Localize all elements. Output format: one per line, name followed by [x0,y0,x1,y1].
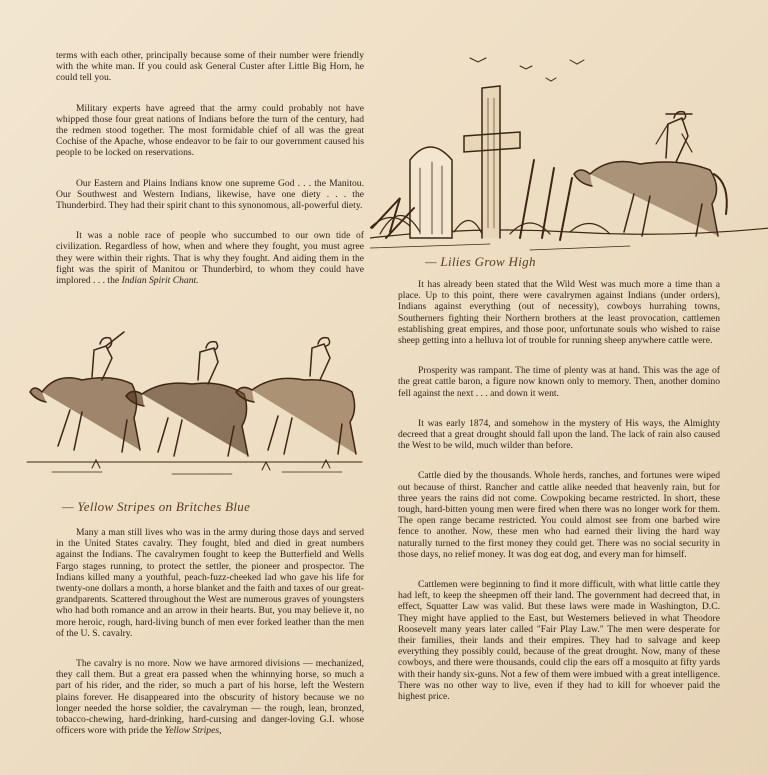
paragraph: Cattle died by the thousands. Whole herds, ranches, and fortunes were wiped out because of thirst. Rancher and cattle alike needed that heavenly rain, but for three years the rains did not come. Cowpoking became restricted. In short, these tough, hard-bitten young men were fired when there was no longer work for them. The open range became restricted. You could almost see from one barbed wire fence to another. Now, these men who had earned their living the hard way naturally turned to the first money they could get. There was no social security in those days, no relief money. It was dog eat dog, and every man for himself. [398,470,720,560]
section-heading-yellow-stripes: — Yellow Stripes on Britches Blue [62,499,251,514]
paragraph-text: It was a noble race of people who succumbed to our own tide of civilization. Regardless of how, when and where they fought, you must agree they were within their rights. That is why they fought. And aiding them in the fight was the spirit of Manitou or Thunderbird, to whom they could have implored . . . the [56,230,364,287]
paragraph: It was early 1874, and somehow in the mystery of His ways, the Almighty decreed that a great drought should fall upon the land. The lack of rain also caused the West to be wild, much wilder than before. [398,417,720,452]
section-heading-lilies-grow-high: — Lilies Grow High [425,254,536,269]
paragraph: Cattlemen were beginning to find it more difficult, with what little cattle they had left, to keep the sheepmen off their land. The government had decreed that, in effect, Squatter Law was valid. But these laws were made in Washington, D.C. They might have applied to the East, but Westerners believed in what Theodore Roosevelt many years later called "Fair Play Law." The men were desperate for their families, their lands and their empires. They had to salvage and keep everything they possibly could, because of the great drought. Now, many of these cowboys, and there were thousands, could clip the ears off a mosquito at fifty yards with their handy six-guns. Not a few of them were imbued with a great intelligence. There was no other way to live, even if they had to kill for whoever paid the highest price. [398,579,720,703]
paragraph: Our Eastern and Plains Indians know one supreme God . . . the Manitou. Our Southwest and Western Indians, likewise, have one diety . . . the Thunderbird. They had their spirit chant to this synonomous, all-powerful diety. [56,177,364,212]
emphasis-text: Yellow Stripes, [164,725,222,737]
paragraph: Prosperity was rampant. The time of plenty was at hand. This was the age of the great cattle baron, a figure now known only to memory. Then, another domino fell against the next . . . and down it went. [398,365,720,399]
left-column-top [56,50,364,305]
cavalry-illustration [22,322,367,490]
paragraph [56,230,364,286]
paragraph: Military experts have agreed that the army could probably not have whipped those four great nations of Indians before the turn of the century, had the redmen stood together. The most formidable chief of all was the great Cochise of the Apache, whose endeavor to be fair to our government caused his people to be locked on reservations. [56,102,364,159]
left-column-bottom [56,527,364,755]
paragraph: Many a man still lives who was in the army during those days and served in the United States cavalry. They fought, bled and died in great numbers against the Indians. The cavalrymen fought to keep the Butterfield and Wells Fargo stages running, to protect the settler, the pioneer and prospector. The Indians killed many a youthful, peach-fuzz-cheeked lad who gave his life for twenty-one dollars a month, a horse blanket and the faith and taxes of our great-grandparents. Scattered throughout the West are numerous graves of youngsters who had both romance and an arrow in their hearts. But, you may believe it, no more heroic, rough, hard-living bunch of men ever forked leather than the men of the U. S. cavalry. [56,527,364,639]
paragraph: It has already been stated that the Wild West was much more a time than a place. Up to this point, there were cavalrymen against Indians (under orders), Indians against everything (out of necessity), cowboys hurrahing towns, Southerners fighting their Northern brothers at the least provocation, cattlemen establishing great empires, and those poor, unfortunate souls who wished to raise sheep getting into a helluva lot of trouble for running sheep anywhere cattle were. [398,279,720,347]
paragraph: terms with each other, principally because some of their number were friendly with the white man. If you could ask General Custer after Little Big Horn, he could tell you. [56,50,364,84]
right-column [398,279,720,721]
paragraph [56,658,364,736]
graveyard-rider-illustration [370,48,768,258]
paragraph-text: The cavalry is no more. Now we have armored divisions — mechanized, they call them. But a great era passed when the whinnying horse, so much a part of his rider, and the rider, so much a part of his horse, left the Western plains forever. He disappeared into the obscurity of history because we no longer needed the horse soldier, the cavalryman — the rough, lean, bronzed, tobacco-chewing, hard-drinking, hard-cursing and danger-loving G.I. whose officers wore with pride the [56,658,364,737]
emphasis-text: Indian Spirit Chant. [121,275,199,287]
